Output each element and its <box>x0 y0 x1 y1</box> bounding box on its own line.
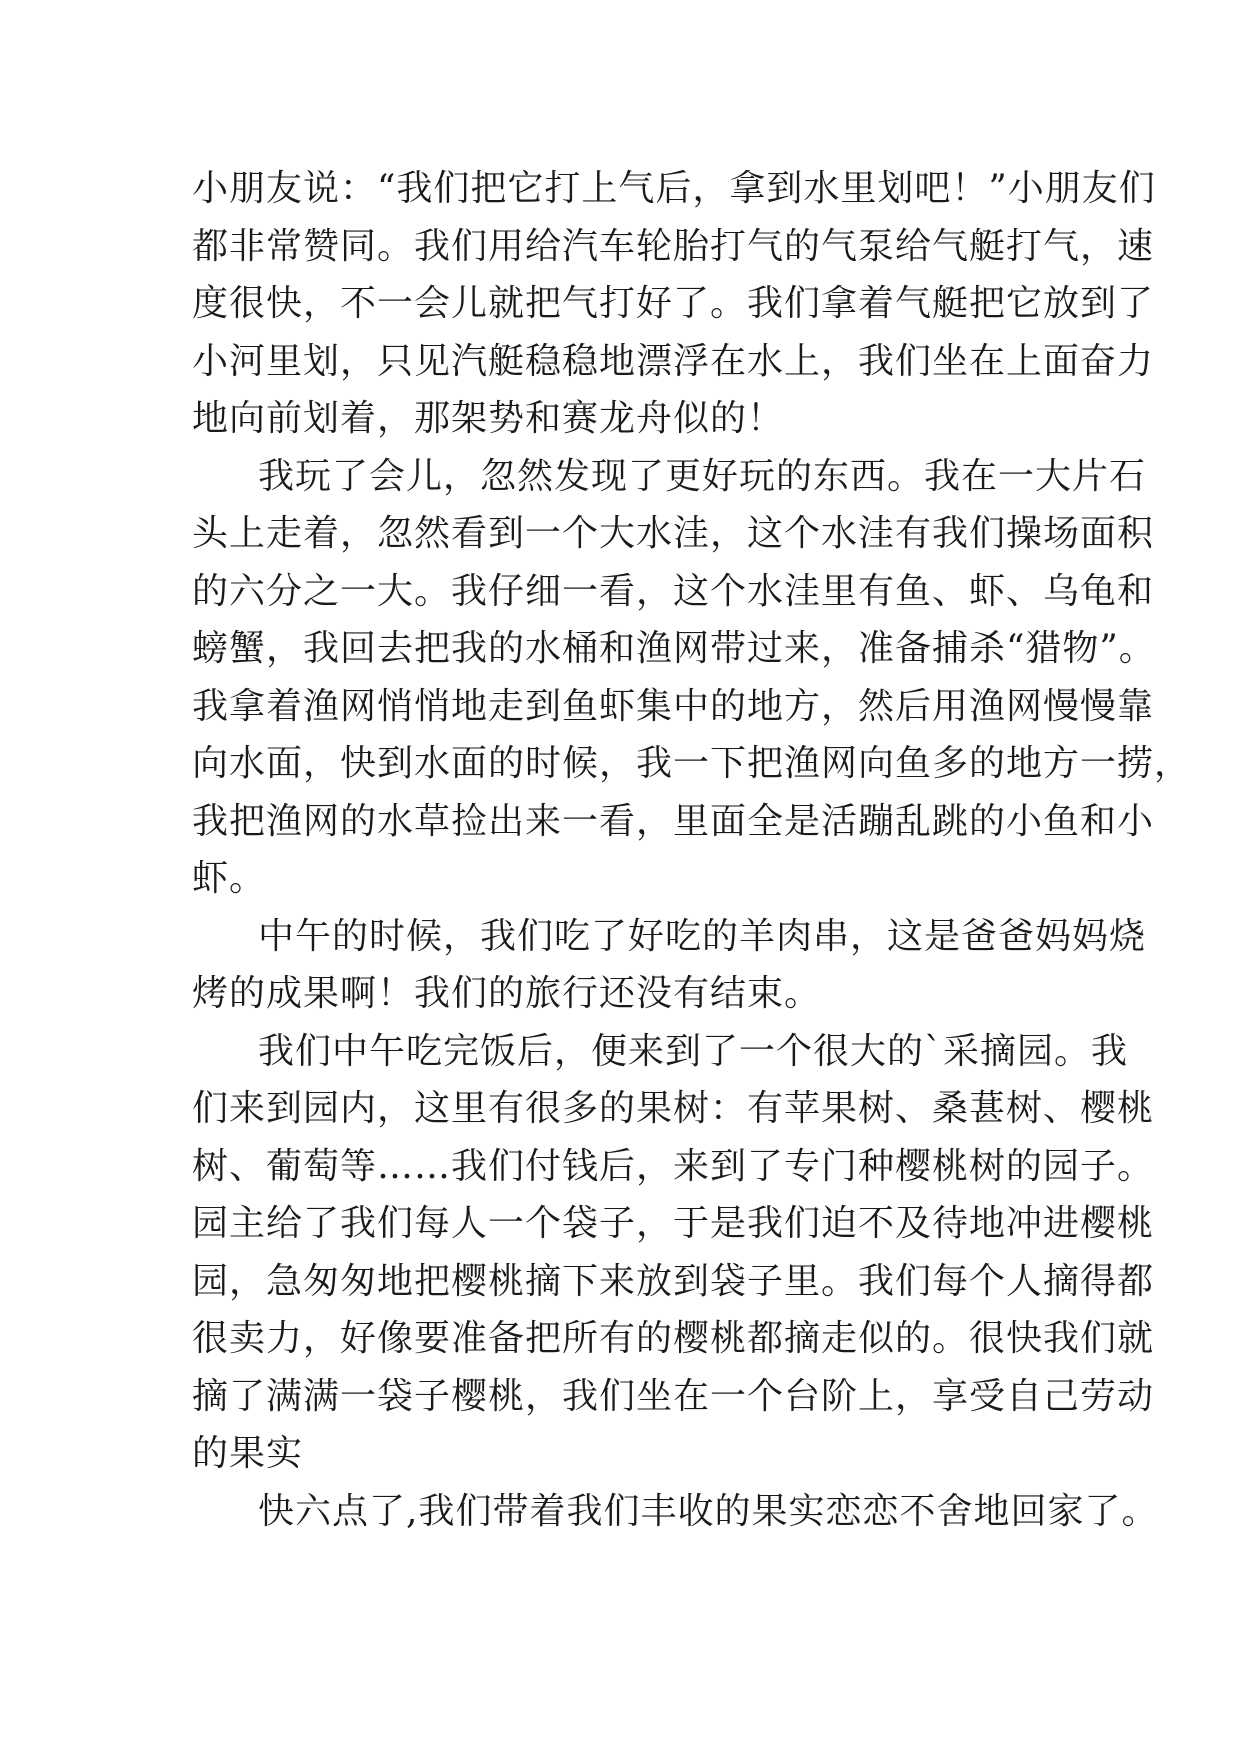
text-line: 们来到园内，这里有很多的果树：有苹果树、桑葚树、樱桃 <box>192 1088 1155 1129</box>
text-line: 摘了满满一袋子樱桃，我们坐在一个台阶上，享受自己劳动 <box>192 1375 1155 1417</box>
paragraph-first-line: 我玩了会儿，忽然发现了更好玩的东西。我在一大片石 <box>258 455 1147 497</box>
paragraph-first-line: 快六点了,我们带着我们丰收的果实恋恋不舍地回家了。 <box>258 1490 1159 1532</box>
text-line: 地向前划着，那架势和赛龙舟似的！ <box>192 398 785 439</box>
text-line: 我把渔网的水草捡出来一看，里面全是活蹦乱跳的小鱼和小 <box>192 800 1155 842</box>
text-line: 烤的成果啊！我们的旅行还没有结束。 <box>192 973 822 1014</box>
text-line: 的果实 <box>192 1433 304 1474</box>
text-line: 虾。 <box>192 858 267 899</box>
text-line: 度很快，不一会儿就把气打好了。我们拿着气艇把它放到了 <box>192 283 1155 324</box>
text-line: 园，急匆匆地把樱桃摘下来放到袋子里。我们每个人摘得都 <box>192 1260 1155 1302</box>
essay-body <box>192 160 1192 1540</box>
text-line: 向水面，快到水面的时候，我一下把渔网向鱼多的地方一捞， <box>192 743 1192 784</box>
text-line: 小朋友说：“我们把它打上气后，拿到水里划吧！”小朋友们 <box>192 168 1156 209</box>
text-line: 很卖力，好像要准备把所有的樱桃都摘走似的。很快我们就 <box>192 1318 1155 1359</box>
text-line: 头上走着，忽然看到一个大水洼，这个水洼有我们操场面积 <box>192 513 1155 554</box>
text-line: 树、葡萄等……我们付钱后，来到了专门种樱桃树的园子。 <box>192 1145 1155 1187</box>
text-line: 螃蟹，我回去把我的水桶和渔网带过来，准备捕杀“猎物”。 <box>192 628 1156 669</box>
text-line: 的六分之一大。我仔细一看，这个水洼里有鱼、虾、乌龟和 <box>192 570 1155 612</box>
text-line: 园主给了我们每人一个袋子，于是我们迫不及待地冲进樱桃 <box>192 1203 1155 1244</box>
paragraph-first-line: 我们中午吃完饭后，便来到了一个很大的`采摘园。我 <box>258 1030 1129 1072</box>
text-line: 都非常赞同。我们用给汽车轮胎打气的气泵给气艇打气，速 <box>192 225 1155 267</box>
text-line: 小河里划，只见汽艇稳稳地漂浮在水上，我们坐在上面奋力 <box>192 340 1155 382</box>
paragraph-first-line: 中午的时候，我们吃了好吃的羊肉串，这是爸爸妈妈烧 <box>258 915 1147 957</box>
text-line: 我拿着渔网悄悄地走到鱼虾集中的地方，然后用渔网慢慢靠 <box>192 685 1155 727</box>
